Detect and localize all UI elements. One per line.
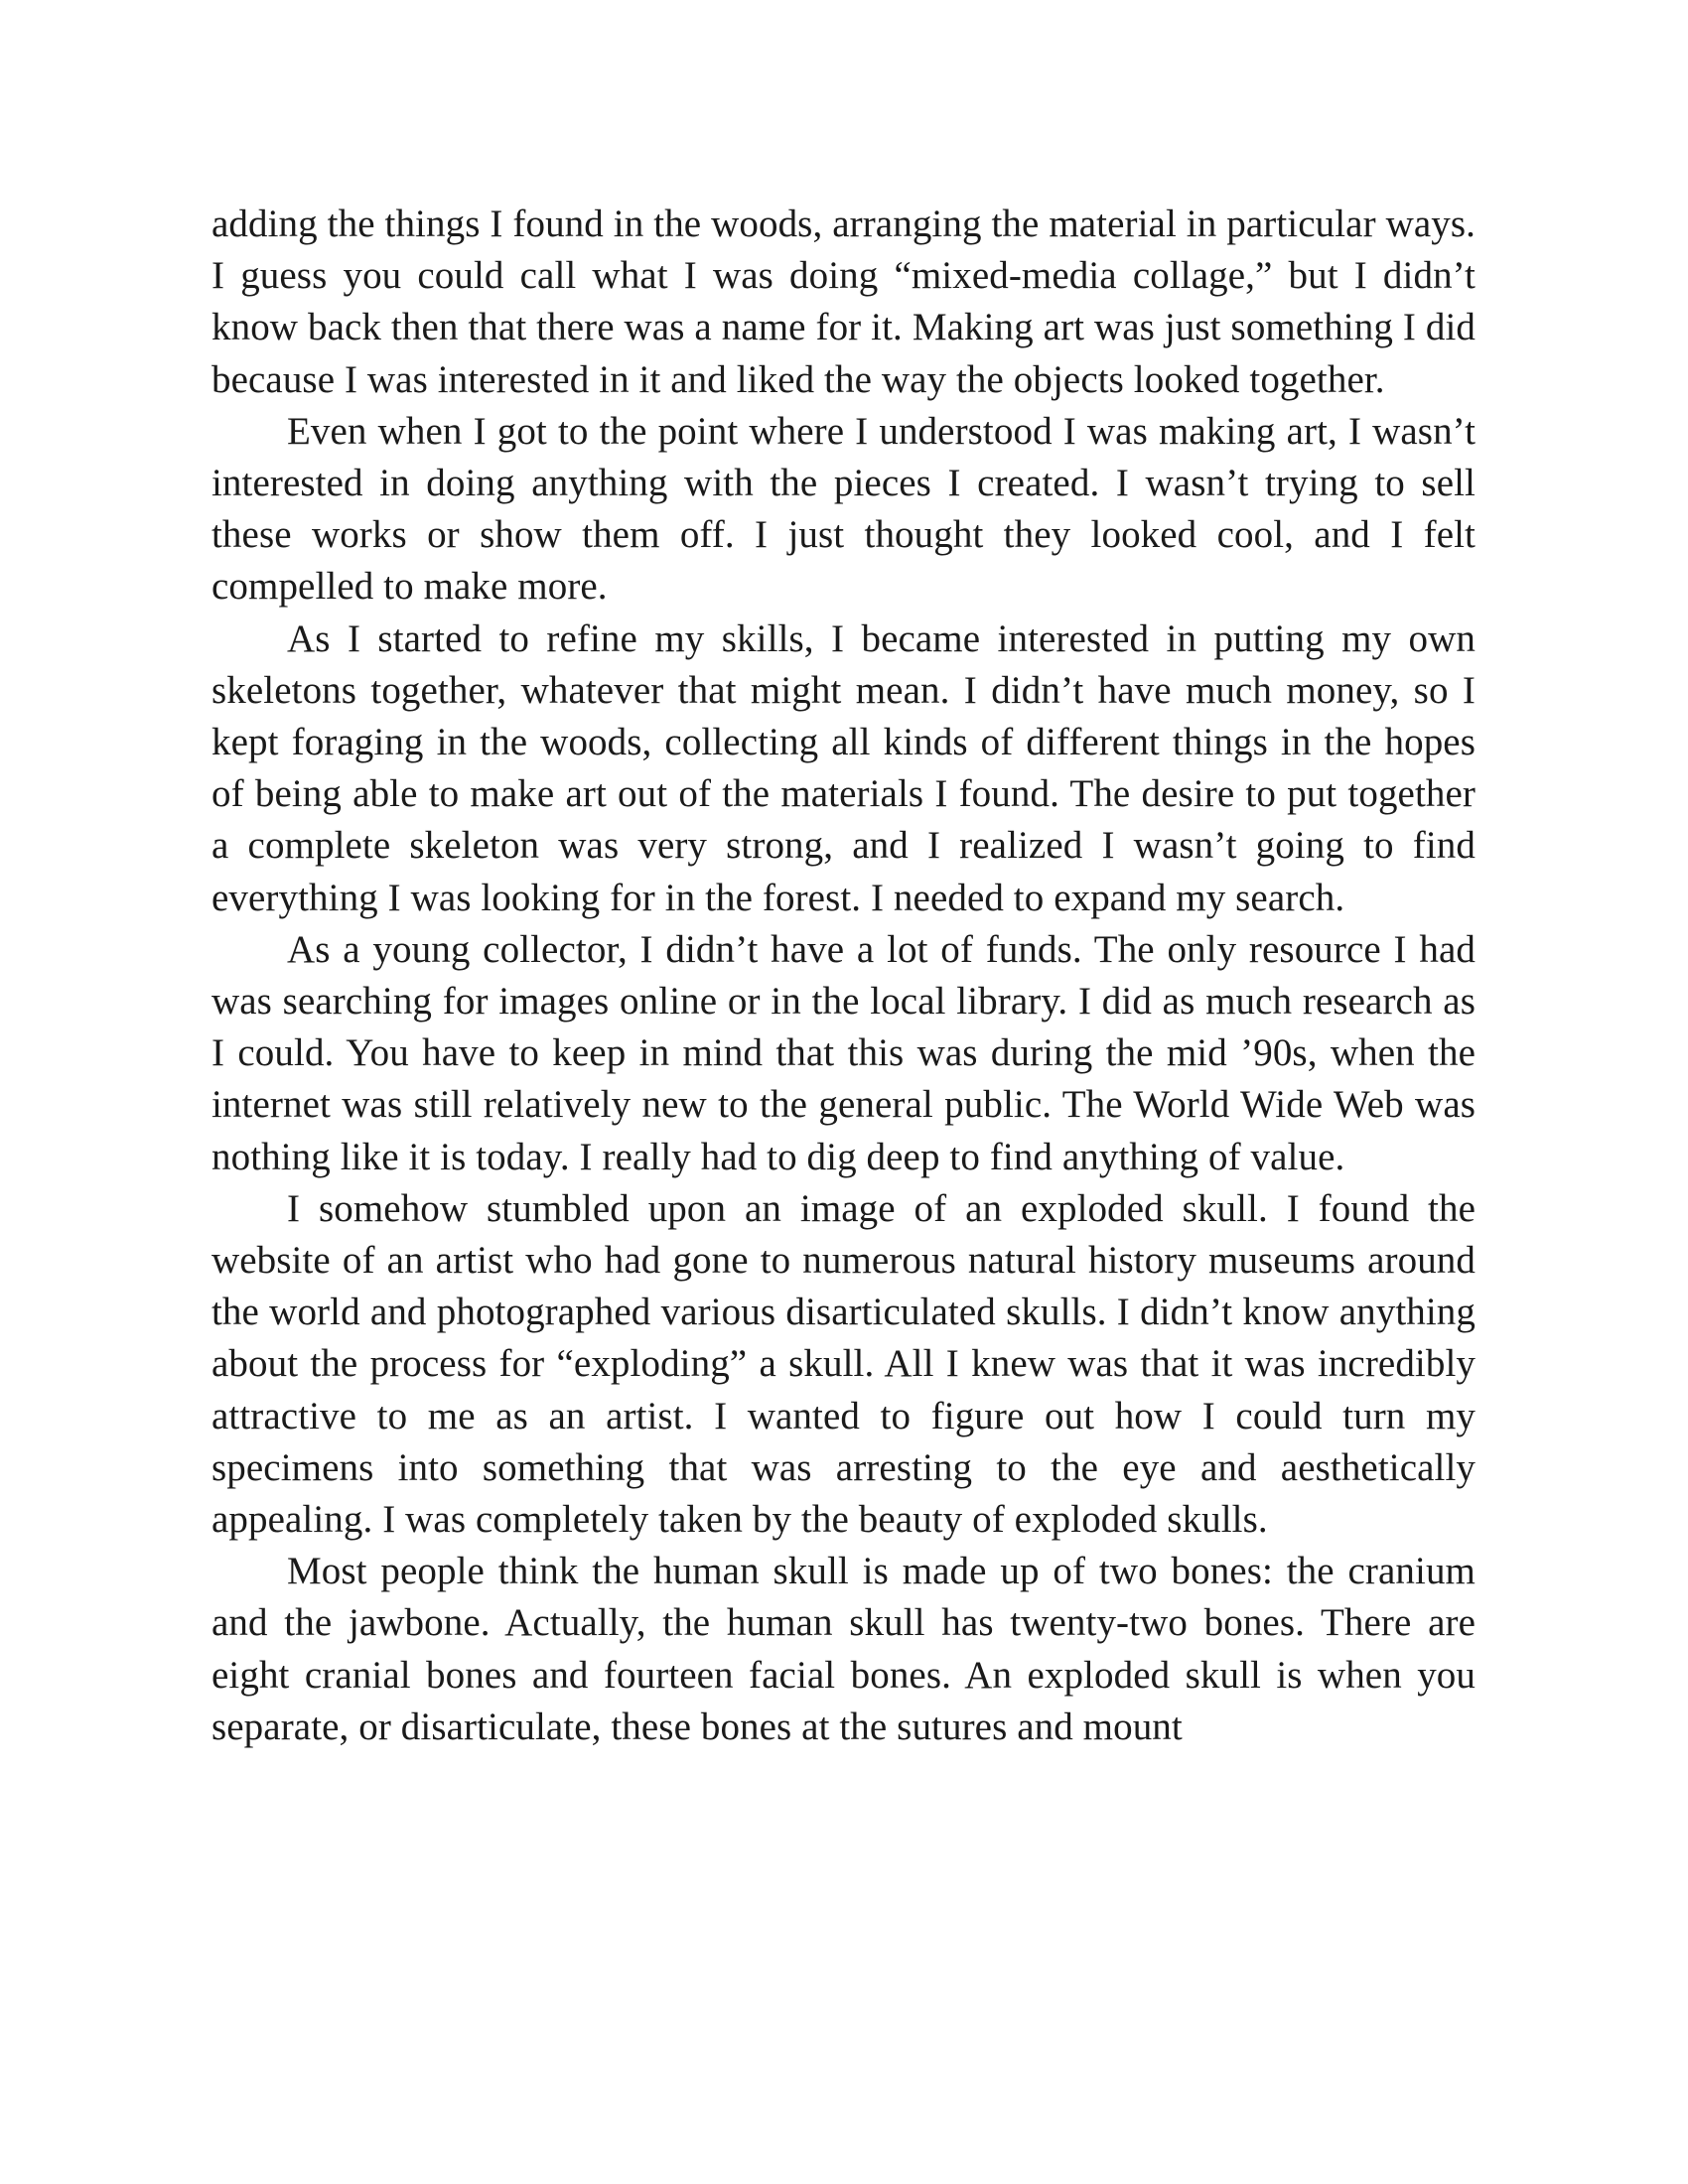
- paragraph: Most people think the human skull is made up of two bones: the cranium and the jawbone. Actually, the human skull has twenty-two bones. There are eight cranial bones and fourteen facial bones. An exploded skull is when you separate, or disarticulate, these bones at the sutures and mount: [211, 1550, 1476, 1748]
- paragraph: As I started to refine my skills, I became interested in putting my own skeletons together, whatever that might mean. I didn’t have much money, so I kept foraging in the woods, collecting all kinds of different things in the hopes of being able to make art out of the materials I found. The desire to put together a complete skeleton was very strong, and I realized I wasn’t going to find everything I was looking for in the forest. I needed to expand my search.: [211, 616, 1476, 919]
- paragraph: As a young collector, I didn’t have a lot of funds. The only resource I had was searching for images online or in the local library. I did as much research as I could. You have to keep in mind that this was during the mid ’90s, when the internet was still relatively new to the general public. The World Wide Web was nothing like it is today. I really had to dig deep to find anything of value.: [211, 927, 1476, 1178]
- paragraph: I somehow stumbled upon an image of an exploded skull. I found the website of an artist who had gone to numerous natural history museums around the world and photographed various disarticulated skulls. I didn’t know anything about the process for “exploding” a skull. All I knew was that it was incredibly attractive to me as an artist. I wanted to figure out how I could turn my specimens into something that was arresting to the eye and aesthetically appealing. I was completely taken by the beauty of exploded skulls.: [211, 1186, 1476, 1542]
- paragraph: Even when I got to the point where I understood I was making art, I wasn’t interested in doing anything with the pieces I created. I wasn’t trying to sell these works or show them off. I just thought they looked cool, and I felt compelled to make more.: [211, 409, 1476, 609]
- body-text: [211, 199, 1476, 1753]
- paragraph: adding the things I found in the woods, arranging the material in particular ways. I guess you could call what I was doing “mixed-media collage,” but I didn’t know back then that there was a name for it. Making art was just something I did because I was interested in it and liked the way the objects looked together.: [211, 203, 1476, 401]
